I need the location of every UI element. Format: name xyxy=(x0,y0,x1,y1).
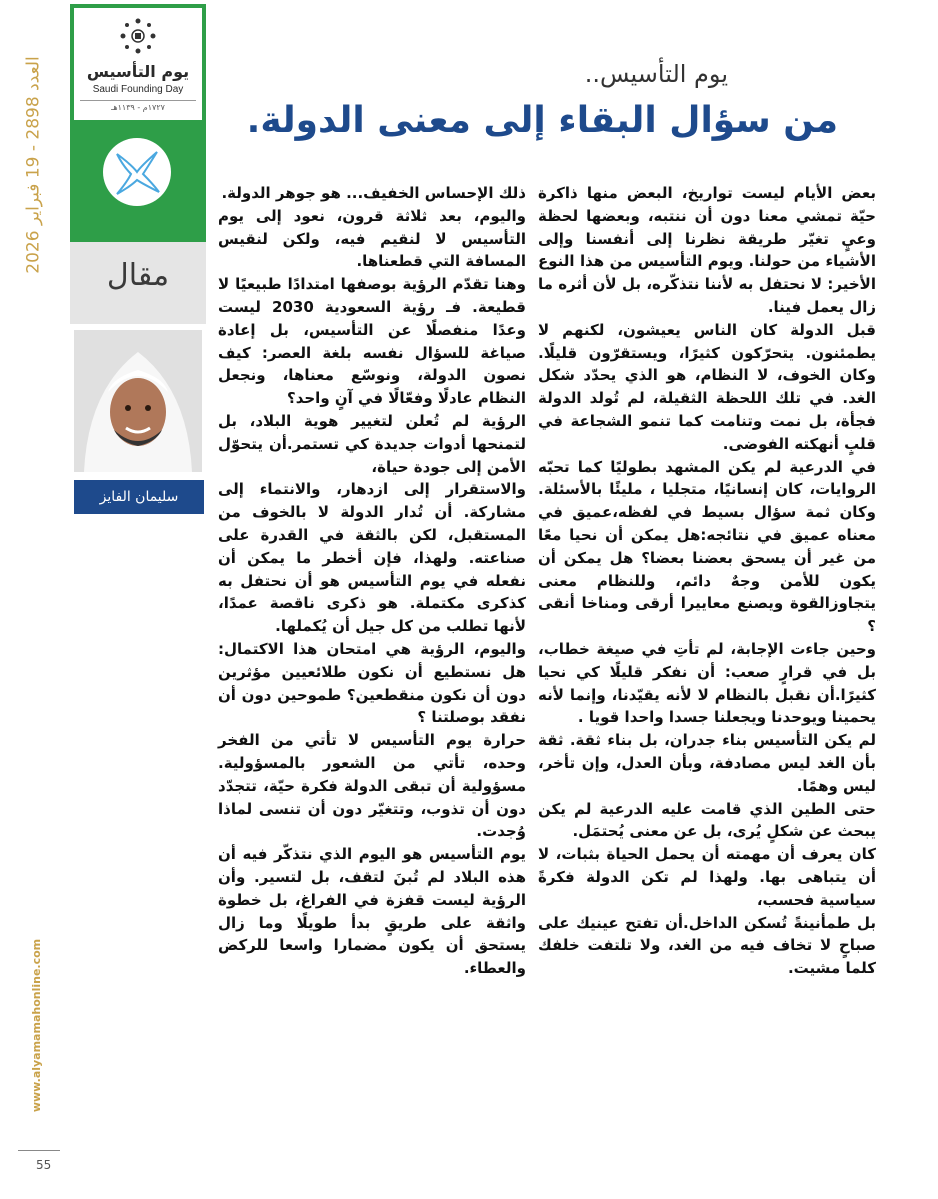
logo-arabic-title: يوم التأسيس xyxy=(86,62,190,81)
paragraph: بل طمأنينةً تُسكن الداخل.أن تفتح عينيك على صباحٍ لا تخاف فيه من الغد، ولا تلتفت خلفك كلما مشيت. xyxy=(538,913,876,978)
paragraph: وحين جاءت الإجابة، لم تأتِ في صيغة خطاب، بل في قرارٍ صعب: أن نفكر قليلًا كي نحيا كثيرًا.أن نقبل بالنظام لا لأنه يقيّدنا، وإنما لأنه يحمينا ويوحدنا ويجعلنا جسدا واحدا قويا . xyxy=(538,639,876,727)
article-headline: من سؤال البقاء إلى معنى الدولة. xyxy=(246,100,838,141)
founding-day-emblem-icon xyxy=(118,16,158,56)
website-vertical xyxy=(22,900,52,1150)
magazine-mark-icon xyxy=(103,138,171,206)
paragraph: بعض الأيام ليست تواريخ، البعض منها ذاكرة حيّة تمشي معنا دون أن ننتبه، وبعضها لحظة وعيٍ تغيّر طريقة نظرنا إلى أنفسنا وإلى الأشياء من حولنا. ويوم التأسيس من هذا النوع الأخير: لا نحتفل به لأننا نتذكّره، بل لأن أثره ما زال يعمل فينا. xyxy=(538,184,876,316)
paragraph: يوم التأسيس هو اليوم الذي نتذكّر فيه أن هذه البلاد لم تُبنَ لتقف، بل لتسير. وأن الرؤية ليست قفزة في الفراغ، بل خطوة واثقة على طريقٍ بدأ طويلًا وما زال يستحق أن يكون مضمارا واسعا للركض والعطاء. xyxy=(218,845,526,978)
issue-line-vertical xyxy=(2,50,66,280)
page-number-divider xyxy=(18,1150,60,1151)
logo-english-title: Saudi Founding Day xyxy=(92,84,184,95)
page-number: 55 xyxy=(36,1158,52,1172)
author-photo xyxy=(74,330,202,472)
paragraph: ذلك الإحساس الخفيف... هو جوهر الدولة. xyxy=(221,184,526,202)
logo-year: ١٧٢٧م - ١١٣٩هـ xyxy=(80,100,196,112)
paragraph: في الدرعية لم يكن المشهد بطوليًا كما تحبّه الروايات، كان إنسانيًا، متجليا ، مليئًا بالأسئلة. وكان ثمة سؤال بسيط في لفظه،عميق في معناه عميق في نتائجه:هل يمكن أن نحيا معًا من غير أن يسحق بعضنا بعضا؟ هل يمكن أن يكون للأمن وجهٌ دائم، وللنظام معنى يتجاوزالقوة ويصنع معاييرا أرقى ومناخا أنقى ؟ xyxy=(538,457,876,636)
author-name-badge: سليمان الفايز xyxy=(74,480,204,514)
paragraph: والاستقرار إلى ازدهار، والانتماء إلى مشاركة. أن تُدار الدولة لا بالخوف من المستقبل، لكن بالثقة في القدرة على صناعته. ولهذا، فإن أخطر ما يمكن أن نفعله في يوم التأسيس هو أن نحتفل به كذكرى مكتملة. هو ذكرى ناقصة عمدًا، لأنها تطلب من كل جيل أن يُكملها. xyxy=(218,480,526,636)
paragraph: حرارة يوم التأسيس لا تأتي من الفخر وحده، تأتي من الشعور بالمسؤولية. مسؤولية أن تبقى الدولة فكرة حيّة، تتجدّد دون أن تذوب، وتتغيّر دون أن تنسى لماذا وُجدت. xyxy=(218,731,526,841)
magazine-mark-panel xyxy=(70,124,206,242)
paragraph: واليوم، الرؤية هي امتحان هذا الاكتمال: هل نستطيع أن نكون طلائعيين مؤثرين دون أن نكون منقطعين؟ طموحين دون أن نفقد بوصلتنا ؟ xyxy=(218,639,526,727)
section-panel xyxy=(70,242,206,324)
issue-line: العدد 2898 - 19 فبراير 2026 xyxy=(24,56,45,274)
paragraph: قبل الدولة كان الناس يعيشون، لكنهم لا يطمئنون. يتحرّكون كثيرًا، ويستقرّون قليلًا. وكان الخوف، لا النظام، هو الذي يحدّد شكل الغد. في تلك اللحظة الثقيلة، لم تُولد الدولة فجأة، بل نمت وتنامت كما تنمو الشجاعة في قلبٍ أنهكته الفوضى. xyxy=(538,320,876,453)
paragraph: كان يعرف أن مهمته أن يحمل الحياة بثبات، لا أن يتباهى بها. ولهذا لم تكن الدولة فكرةً سياسية فحسب، xyxy=(538,845,876,909)
paragraph: واليوم، بعد ثلاثة قرون، نعود إلى يوم التأسيس لا لنقيم فيه، ولكن لنقيس المسافة التي قطعناها. xyxy=(218,206,526,271)
article-column-left xyxy=(218,182,526,980)
article-column-right xyxy=(538,182,876,980)
paragraph: حتى الطين الذي قامت عليه الدرعية لم يكن يبحث عن شكلٍ يُرى، بل عن معنى يُحتمَل. xyxy=(538,799,876,841)
paragraph: وهنا تقدّم الرؤية بوصفها امتدادًا طبيعيًا لا قطيعة. فـ رؤية السعودية 2030 ليست وعدًا منفصلًا عن التأسيس، بل إعادة صياغة للسؤال نفسه بلغة العصر: كيف نصون الدولة، ونوسّع معناها، ونجعل النظام عادلًا وفعّالًا في آنٍ واحد؟ xyxy=(218,275,526,408)
author-portrait-icon xyxy=(74,330,202,472)
founding-day-logo xyxy=(70,4,206,124)
paragraph: لم يكن التأسيس بناء جدران، بل بناء ثقة. ثقة بأن الغد ليس مصادفة، وبأن العدل، وإن تأخر، ليس وهمًا. xyxy=(538,731,876,795)
paragraph: الرؤية لم تُعلن لتغيير هوية البلاد، بل لتمنحها أدوات جديدة كي تستمر.أن يتحوّل الأمن إلى جودة حياة، xyxy=(218,411,526,476)
article-kicker: يوم التأسيس.. xyxy=(584,60,728,88)
website-link[interactable]: www.alyamamahonline.com xyxy=(30,938,44,1112)
mark-circle xyxy=(103,138,171,206)
section-label: مقال xyxy=(106,258,170,293)
